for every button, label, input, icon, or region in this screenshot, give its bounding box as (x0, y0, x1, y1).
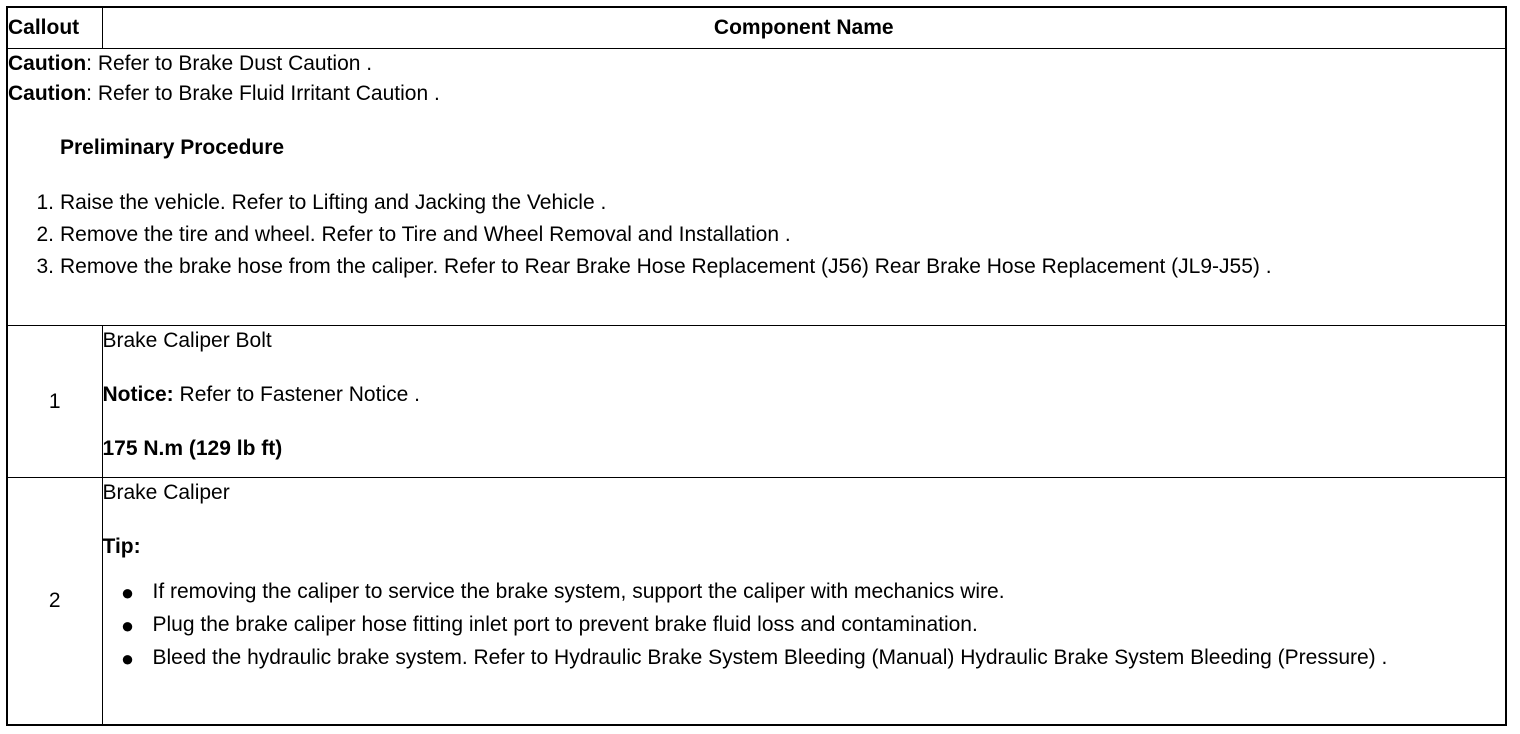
step-item (8, 251, 1505, 283)
list-item (103, 609, 1506, 642)
step-item (8, 187, 1505, 219)
bullet-dot-icon: ● (120, 646, 135, 671)
caution-label: Caution (8, 82, 87, 105)
tip-list (103, 576, 1506, 675)
step-number: 2. (36, 223, 54, 246)
component-name-header: Component Name (102, 7, 1506, 49)
step-text: Remove the tire and wheel. Refer to Tire and Wheel Removal and Installation . (60, 223, 791, 246)
step-item (8, 219, 1505, 251)
component-cell (102, 326, 1506, 478)
caution-2 (8, 79, 1505, 109)
bullet-dot-icon: ● (120, 580, 135, 605)
torque-spec: 175 N.m (129 lb ft) (102, 437, 283, 460)
preliminary-title: Preliminary Procedure (60, 136, 285, 159)
step-text: Raise the vehicle. Refer to Lifting and Jacking the Vehicle . (60, 191, 607, 214)
component-cell (102, 478, 1506, 726)
tip-text: If removing the caliper to service the brake system, support the caliper with mechanics wire. (152, 580, 1005, 603)
caution-1 (8, 49, 1505, 79)
component-name: Brake Caliper (102, 481, 230, 504)
bullet-dot-icon: ● (120, 613, 135, 638)
list-item (103, 642, 1506, 675)
caution-text: : Refer to Brake Fluid Irritant Caution . (86, 82, 440, 105)
procedure-table (6, 6, 1507, 726)
callout-number: 2 (7, 478, 102, 726)
preliminary-cell (7, 49, 1506, 326)
caution-text: : Refer to Brake Dust Caution . (86, 52, 373, 75)
list-item (103, 576, 1506, 609)
caution-label: Caution (8, 52, 87, 75)
notice (103, 380, 1506, 410)
tip-label: Tip: (102, 535, 141, 558)
notice-label: Notice: (102, 383, 174, 406)
preliminary-row (7, 49, 1506, 326)
callout-header: Callout (7, 7, 102, 49)
preliminary-steps (8, 187, 1505, 283)
callout-number: 1 (7, 326, 102, 478)
tip-text: Plug the brake caliper hose fitting inlet port to prevent brake fluid loss and contamination. (152, 613, 978, 636)
tip-text: Bleed the hydraulic brake system. Refer to Hydraulic Brake System Bleeding (Manual) Hydraulic Brake System Bleeding (Pressure) . (152, 646, 1388, 669)
component-name: Brake Caliper Bolt (102, 329, 272, 352)
table-row (7, 326, 1506, 478)
step-text: Remove the brake hose from the caliper. Refer to Rear Brake Hose Replacement (J56) Rear Brake Hose Replacement (JL9-J55) . (60, 255, 1272, 278)
header-row (7, 7, 1506, 49)
table-row (7, 478, 1506, 726)
step-number: 1. (36, 191, 54, 214)
notice-text: Refer to Fastener Notice . (173, 383, 420, 406)
step-number: 3. (36, 255, 54, 278)
